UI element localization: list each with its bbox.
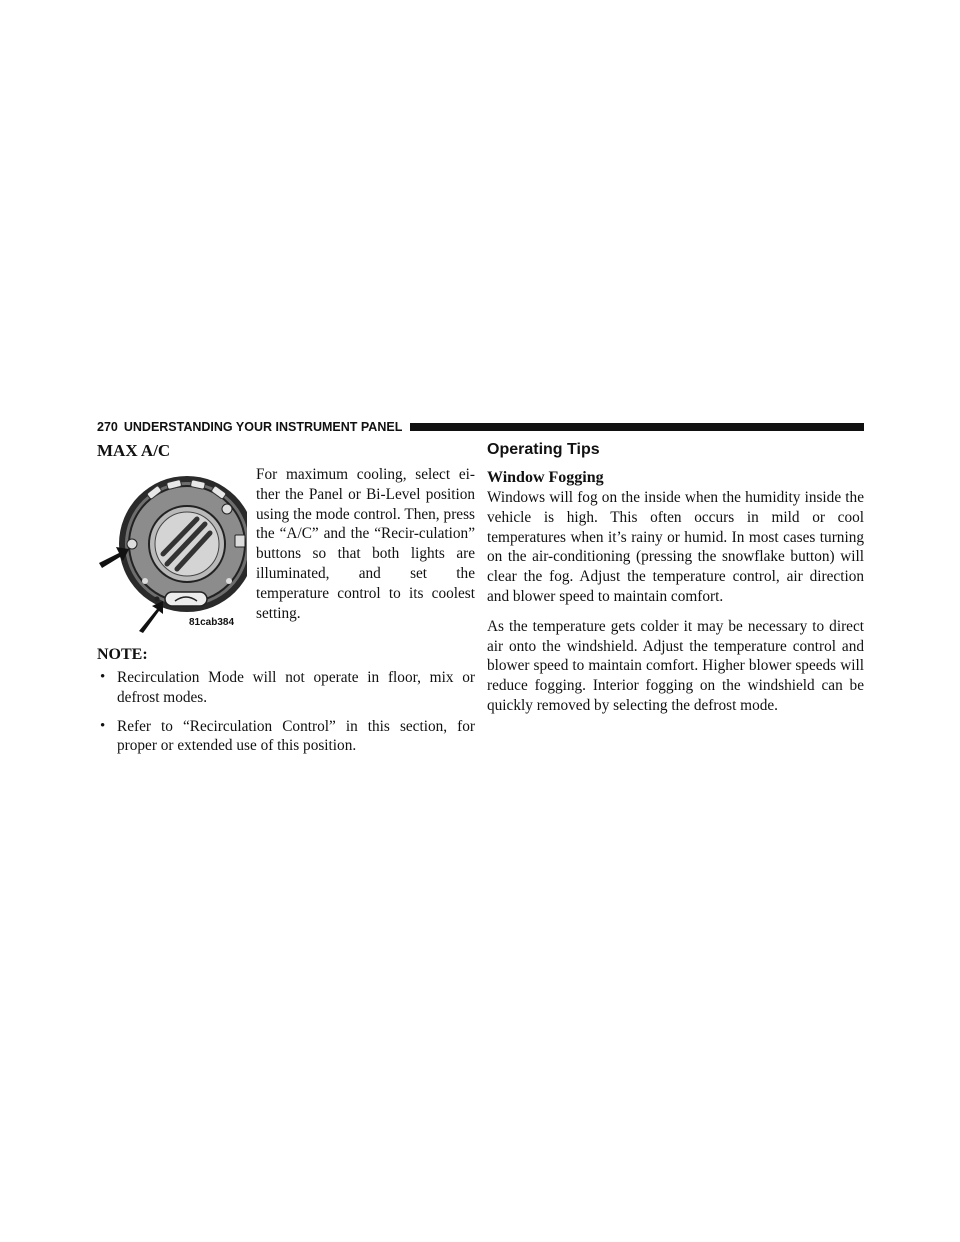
figure-caption: 81cab384 [189,617,235,628]
header-rule [410,423,864,431]
operating-tips-heading: Operating Tips [487,441,600,458]
right-column [487,440,864,716]
left-column [97,440,475,765]
climate-control-knob-illustration [97,469,247,633]
max-ac-heading: MAX A/C [97,441,171,460]
note-bullet-text: Refer to “Recirculation Control” in this section, for proper or extended use of this position. [117,717,475,755]
note-label: NOTE: [97,646,148,663]
page-number: 270 [97,420,118,434]
note-bullet-item [97,717,475,757]
max-ac-body [256,465,475,623]
note-bullet-list [97,668,475,756]
fogging-paragraph-2: As the temperature gets colder it may be necessary to direct air onto the windshield. Adjust the temperature control and blower speed to maintain comfort. Higher blower speeds will reduce fogging. Interior fogging on the windshield can be quickly removed by selecting the defrost mode. [487,617,864,714]
max-ac-figure-block [97,465,475,637]
bullet-glyph: • [100,717,106,734]
page-header [97,418,864,436]
bullet-glyph: • [100,669,106,685]
fogging-paragraph-1: Windows will fog on the inside when the humidity inside the vehicle is high. This often occurs in mild or cool temperatures when it’s rainy or humid. In most cases turning on the air-conditioning (pressing the snowflake button) will clear the fog. Adjust the temperature control, air direction and blower speed to maintain comfort. [487,489,864,605]
window-fogging-subheading: Window Fogging [487,469,604,486]
max-ac-paragraph: For maximum cooling, select ei-ther the Panel or Bi-Level position using the mode control. Then, press the “A/C” and the “Recir-culation” buttons so that both lights are illuminated, and set the temperature control to its coolest setting. [256,466,475,622]
section-title: UNDERSTANDING YOUR INSTRUMENT PANEL [123,420,403,434]
note-bullet-item [97,668,475,708]
note-bullet-text: Recirculation Mode will not operate in floor, mix or defrost modes. [117,669,475,706]
